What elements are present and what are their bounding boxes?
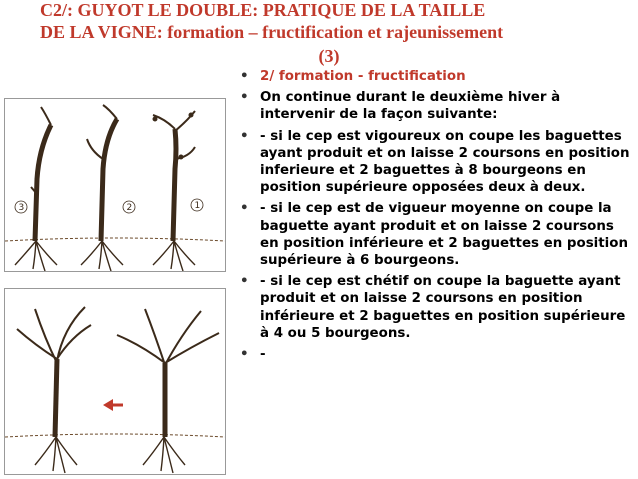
bullet-item	[236, 346, 636, 363]
bullet-dot-icon: •	[240, 201, 249, 217]
bullet-item	[236, 128, 636, 197]
bullet-item	[236, 200, 636, 269]
vine-illustration-top	[4, 98, 226, 272]
vine-2	[81, 105, 123, 271]
bullet-dot-icon: •	[240, 274, 249, 290]
vine-right	[117, 309, 219, 473]
slide-title-line-3: (3)	[318, 46, 340, 66]
vine-drawing-top	[5, 99, 225, 271]
slide-title-line-1: C2/: GUYOT LE DOUBLE: PRATIQUE DE LA TAILLE	[40, 0, 486, 20]
bullet-text: - si le cep est chétif on coupe la baguette ayant produit et on laisse 2 coursons en position inférieure et 2 baguettes en position supérieure à 4 ou 5 bourgeons.	[260, 274, 626, 341]
bullet-text: - si le cep est de vigueur moyenne on coupe la baguette ayant produit et on laisse 2 coursons en position inférieure et 2 baguettes en position supérieure à 6 bourgeons.	[260, 201, 629, 269]
vine-3	[15, 107, 57, 271]
bullet-list	[236, 68, 636, 367]
slide-title-line-2: DE LA VIGNE: formation – fructification et rajeunissement	[40, 22, 504, 42]
bullet-dot-icon: •	[240, 128, 249, 144]
bullet-text: - si le cep est vigoureux on coupe les baguettes ayant produit et on laisse 2 coursons en position inferieure et 2 baguettes à 8 bourgeons en position supérieure opposées deux à deux.	[260, 128, 630, 196]
left-arrow-icon	[103, 399, 123, 411]
bullet-text: -	[260, 347, 266, 363]
bullet-text: On continue durant le deuxième hiver à intervenir de la façon suivante:	[260, 90, 561, 123]
bullet-dot-icon: •	[240, 90, 249, 106]
bullet-item-heading	[236, 68, 636, 85]
bullet-item	[236, 89, 636, 123]
bullet-dot-icon: •	[240, 69, 249, 84]
vine-label-3: 3	[18, 203, 25, 213]
bullet-dot-icon: •	[240, 347, 249, 363]
vine-illustration-bottom	[4, 288, 226, 475]
vine-drawing-bottom	[5, 289, 225, 474]
vine-label-1: 1	[194, 201, 201, 211]
vine-label-2: 2	[126, 203, 133, 213]
bullet-text: 2/ formation - fructification	[260, 69, 466, 84]
vine-1	[153, 111, 195, 271]
bullet-item	[236, 273, 636, 342]
vine-left	[17, 307, 91, 473]
